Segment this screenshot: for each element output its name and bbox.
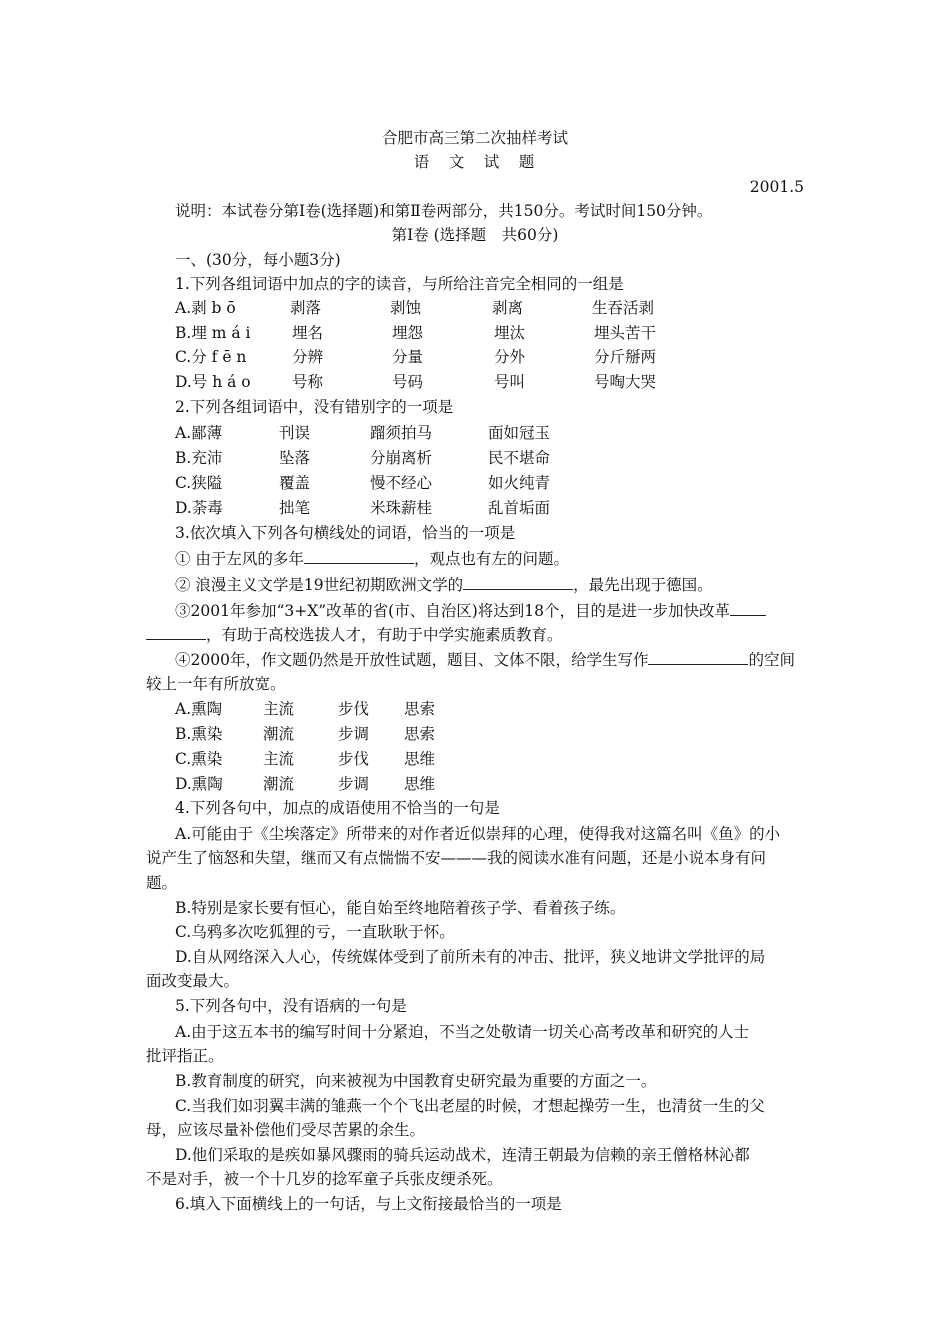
q3-sentence-3-cont — [146, 624, 563, 646]
q1-b-w4: 埋头苦干 — [594, 324, 657, 342]
q3-s2-blank — [463, 574, 573, 590]
q3-c-w3: 步伐 — [338, 750, 370, 768]
q4-option-a-line3: 题。 — [146, 874, 178, 892]
q1-c-label: C.分 f ē n — [175, 348, 247, 366]
q2-a-w4: 面如冠玉 — [488, 424, 551, 442]
q4-option-d-line2: 面改变最大。 — [146, 972, 240, 990]
q5-option-c-line1: C.当我们如羽翼丰满的雏燕一个个飞出老屋的时候，才想起操劳一生，也清贫一生的父 — [175, 1097, 765, 1115]
q2-b-w3: 分崩离析 — [370, 449, 433, 467]
q2-c-w3: 慢不经心 — [370, 474, 433, 492]
q3-stem: 3.依次填入下列各句横线处的词语，恰当的一项是 — [175, 524, 516, 542]
q4-option-b: B.特别是家长要有恒心，能自始至终地陪着孩子学、看着孩子练。 — [175, 899, 626, 917]
q5-option-c-line2: 母，应该尽量补偿他们受尽苦累的余生。 — [146, 1121, 426, 1139]
q3-b-w1: B.熏染 — [175, 725, 223, 743]
q3-s1-part2: ，观点也有左的问题。 — [413, 550, 569, 568]
q3-s3-blank-a — [730, 600, 766, 616]
q3-s3-part1: ③2001年参加“3+X”改革的省(市、自治区)将达到18个，目的是进一步加快改革 — [175, 602, 730, 620]
q2-c-w2: 覆盖 — [279, 474, 311, 492]
q2-a-w1: A.鄙薄 — [175, 424, 223, 442]
q3-a-w2: 主流 — [263, 700, 295, 718]
q3-b-w4: 思索 — [404, 725, 436, 743]
exam-date: 2001.5 — [749, 178, 804, 196]
q3-c-w1: C.熏染 — [175, 750, 223, 768]
q5-option-a-line2: 批评指正。 — [146, 1047, 224, 1065]
q4-option-a-line1: A.可能由于《尘埃落定》所带来的对作者近似崇拜的心理，使得我对这篇名叫《鱼》的小 — [175, 825, 781, 843]
q6-stem: 6.填入下面横线上的一句话，与上文衔接最恰当的一项是 — [175, 1195, 562, 1213]
q3-s1-part1: ① 由于左风的多年 — [175, 550, 304, 568]
q2-b-w2: 坠落 — [279, 449, 311, 467]
q3-s4-part1: ④2000年，作文题仍然是开放性试题，题目、文体不限，给学生写作 — [175, 651, 649, 669]
q1-a-label: A.剥 b ō — [175, 299, 236, 317]
q3-d-w3: 步调 — [338, 775, 370, 793]
q1-b-w1: 埋名 — [292, 324, 324, 342]
q3-a-w1: A.熏陶 — [175, 700, 223, 718]
q3-s1-blank — [304, 548, 414, 564]
q2-c-w1: C.狭隘 — [175, 474, 223, 492]
q3-s4-part2: 的空间 — [748, 651, 795, 669]
q1-c-w3: 分外 — [494, 348, 526, 366]
q1-a-w3: 剥离 — [492, 299, 524, 317]
q4-option-c: C.乌鸦多次吃狐狸的亏，一直耿耿于怀。 — [175, 923, 455, 941]
q2-a-w3: 蹓须拍马 — [370, 424, 433, 442]
q5-option-b: B.教育制度的研究，向来被视为中国教育史研究最为重要的方面之一。 — [175, 1072, 657, 1090]
q1-b-label: B.埋 m á i — [175, 324, 251, 342]
q1-d-label: D.号 h á o — [175, 373, 251, 391]
q3-sentence-3 — [175, 600, 766, 622]
q1-a-w2: 剥蚀 — [390, 299, 422, 317]
q3-d-w4: 思维 — [404, 775, 436, 793]
q3-s4-blank — [648, 649, 748, 665]
q4-option-d-line1: D.自从网络深入人心，传统媒体受到了前所未有的冲击、批评，狭义地讲文学批评的局 — [175, 948, 766, 966]
q3-c-w2: 主流 — [263, 750, 295, 768]
q2-b-w4: 民不堪命 — [488, 449, 551, 467]
q2-stem: 2.下列各组词语中，没有错别字的一项是 — [175, 398, 454, 416]
q5-option-d-line1: D.他们采取的是疾如暴风骤雨的骑兵运动战术，连清王朝最为信赖的亲王僧格林沁都 — [175, 1146, 750, 1164]
q4-stem: 4.下列各句中，加点的成语使用不恰当的一句是 — [175, 799, 500, 817]
q3-s2-part2: ，最先出现于德国。 — [573, 576, 713, 594]
q3-sentence-2 — [175, 574, 713, 596]
q3-a-w3: 步伐 — [338, 700, 370, 718]
q4-option-a-line2: 说产生了恼怒和失望，继而又有点惴惴不安———我的阅读水准有问题，还是小说本身有问 — [146, 849, 767, 867]
q3-sentence-4-cont: 较上一年有所放宽。 — [146, 675, 286, 693]
q1-c-w2: 分量 — [392, 348, 424, 366]
q3-d-w1: D.熏陶 — [175, 775, 223, 793]
q3-s2-part1: ② 浪漫主义文学是19世纪初期欧洲文学的 — [175, 576, 464, 594]
q5-option-a-line1: A.由于这五本书的编写时间十分紧迫，不当之处敬请一切关心高考改革和研究的人士 — [175, 1023, 750, 1041]
q1-a-w1: 剥落 — [290, 299, 322, 317]
exam-subject: 语 文 试 题 — [413, 153, 537, 171]
q2-b-w1: B.充沛 — [175, 449, 223, 467]
q1-c-w4: 分斤掰两 — [594, 348, 657, 366]
q2-c-w4: 如火纯青 — [488, 474, 551, 492]
exam-instructions: 说明：本试卷分第Ⅰ卷(选择题)和第Ⅱ卷两部分，共150分。考试时间150分钟。 — [175, 202, 713, 220]
q3-b-w2: 潮流 — [263, 725, 295, 743]
q2-a-w2: 刊误 — [279, 424, 311, 442]
q1-a-w4: 生吞活剥 — [592, 299, 655, 317]
part-one-heading: 一、(30分，每小题3分) — [175, 251, 341, 269]
q2-d-w2: 拙笔 — [279, 499, 311, 517]
q1-d-w3: 号叫 — [494, 373, 526, 391]
q3-sentence-1 — [175, 548, 569, 570]
q2-d-w4: 乱首垢面 — [488, 499, 551, 517]
q1-c-w1: 分辨 — [292, 348, 324, 366]
q2-d-w1: D.荼毒 — [175, 499, 223, 517]
q5-option-d-line2: 不是对手，被一个十几岁的捻军童子兵张皮绠杀死。 — [146, 1170, 503, 1188]
q3-s3-blank-b — [146, 624, 206, 640]
q3-a-w4: 思索 — [404, 700, 436, 718]
q2-d-w3: 米珠薪桂 — [370, 499, 433, 517]
section-title: 第Ⅰ卷 (选择题 共60分) — [391, 226, 559, 244]
q3-d-w2: 潮流 — [263, 775, 295, 793]
q3-s3-part2: ，有助于高校选拔人才，有助于中学实施素质教育。 — [206, 626, 563, 644]
q1-d-w1: 号称 — [292, 373, 324, 391]
q1-d-w4: 号啕大哭 — [594, 373, 657, 391]
q1-b-w2: 埋怨 — [392, 324, 424, 342]
q3-sentence-4 — [175, 649, 795, 671]
q1-stem: 1.下列各组词语中加点的字的读音，与所给注音完全相同的一组是 — [175, 275, 624, 293]
q3-c-w4: 思维 — [404, 750, 436, 768]
q1-d-w2: 号码 — [392, 373, 424, 391]
q3-b-w3: 步调 — [338, 725, 370, 743]
exam-title: 合肥市高三第二次抽样考试 — [381, 129, 568, 147]
q5-stem: 5.下列各句中，没有语病的一句是 — [175, 997, 407, 1015]
q1-b-w3: 埋汰 — [494, 324, 526, 342]
